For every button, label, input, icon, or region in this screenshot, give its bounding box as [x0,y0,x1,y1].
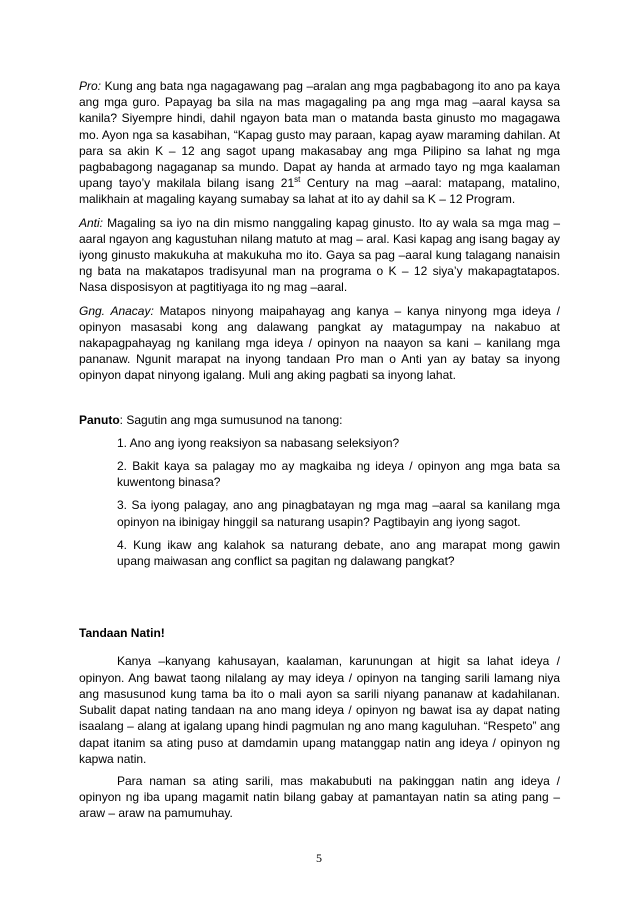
moderator-speaker: Gng. Anacay: [79,303,154,318]
panuto-text: : Sagutin ang mga sumusunod na tanong: [119,412,343,427]
question-2: 2. Bakit kaya sa palagay mo ay magkaiba ng ideya / opinyon ang mga bata sa kuwentong binasa? [117,459,560,490]
pro-superscript: st [294,175,301,185]
tandaan-heading: Tandaan Natin! [79,626,165,641]
question-3: 3. Sa iyong palagay, ano ang pinagbatayan ng mga mag –aaral sa kanilang mga opinyon na ibinigay hinggil sa naturang usapin? Pagtibayin ang iyong sagot. [117,498,560,529]
anti-text: Magaling sa iyo na din mismo nanggaling kapag ginusto. Ito ay wala sa mga mag –aaral ngayon ang kagustuhan nilang matuto at mag – aral. Kasi kapag ang isang bagay ay iyong ginusto makukuha at makukuha mo ito. Gaya sa pag –aaral kung talagang nanaisin ng bata na makatapos tradisyunal man na programa o K – 12 siya’y makapagtatapos. Nasa disposisyon at pagtitiyaga ito ng mag –aaral. [79,215,560,295]
pro-paragraph [79,78,560,208]
moderator-text: Matapos ninyong maipahayag ang kanya – kanya ninyong mga ideya / opinyon masasabi kong ang dalawang pangkat ay matagumpay na nakabuo at nakapagpahayag ng kanilang mga ideya / opinyon na naayon sa kani – kanilang mga pananaw. Ngunit marapat na inyong tandaan Pro man o Anti yan ay batay sa inyong opinyon dapat ninyong igalang. Muli ang aking pagbati sa inyong lahat. [79,303,560,383]
panuto-label: Panuto [79,412,120,427]
panuto-instruction [79,412,560,428]
tandaan-paragraph-2: Para naman sa ating sarili, mas makabubuti na pakinggan natin ang ideya / opinyon ng iba upang magamit natin bilang gabay at pamantayan natin sa ating pang – araw – araw na pamumuhay. [79,773,560,821]
question-1: 1. Ano ang iyong reaksiyon sa nabasang seleksiyon? [117,435,400,450]
page-content [79,78,560,828]
pro-speaker: Pro: [79,79,102,93]
anti-speaker: Anti: [79,215,104,230]
question-4: 4. Kung ikaw ang kalahok sa naturang debate, ano ang marapat mong gawin upang maiwasan ang conflict sa pagitan ng dalawang pangkat? [117,537,560,569]
pro-text-end: Century na mag –aaral: matapang, matalino, malikhain at magaling kayang sumabay sa lahat at ito ay dahil sa K – 12 Program. [79,176,560,207]
page-number: 5 [316,851,322,865]
tandaan-paragraph-1: Kanya –kanyang kahusayan, kaalaman, karunungan at higit sa lahat ideya / opinyon. Ang bawat taong nilalang ay may ideya / opinyon na tanging sarili lamang niya ang masusunod kung tama ba ito o mali ayon sa sarili niyang pananaw at kadahilanan. Subalit dapat nating tandaan na ano mang ideya / opinyon ng bawat isa ay dapat nating isaalang – alang at igalang upang hindi pagmulan ng ano mang kaguluhan. “Respeto” ang dapat itanim sa ating puso at damdamin upang matanggap natin ang ideya / opinyon ng kapwa natin. [79,654,560,766]
moderator-paragraph [79,303,560,384]
anti-paragraph [79,215,560,296]
pro-text: Kung ang bata nga nagagawang pag –aralan ang mga pagbabagong ito ano pa kaya ang mga guro. Papayag ba sila na mas magagaling pa ang mga mag –aaral kaysa sa kanila? Siyempre hindi, dahil ngayon bata man o matanda basta ginusto mo magagawa mo. Ayon nga sa kasabihan, “Kapag gusto may paraan, kapag ayaw maraming dahilan. At para sa akin K – 12 ang sagot upang makasabay ang mga Pilipino sa lahat ng mga pagbabagong nagaganap sa mundo. Dapat ay handa at armado tayo ng mga kaalaman upang tayo’y makilala bilang isang 21 [79,79,560,191]
